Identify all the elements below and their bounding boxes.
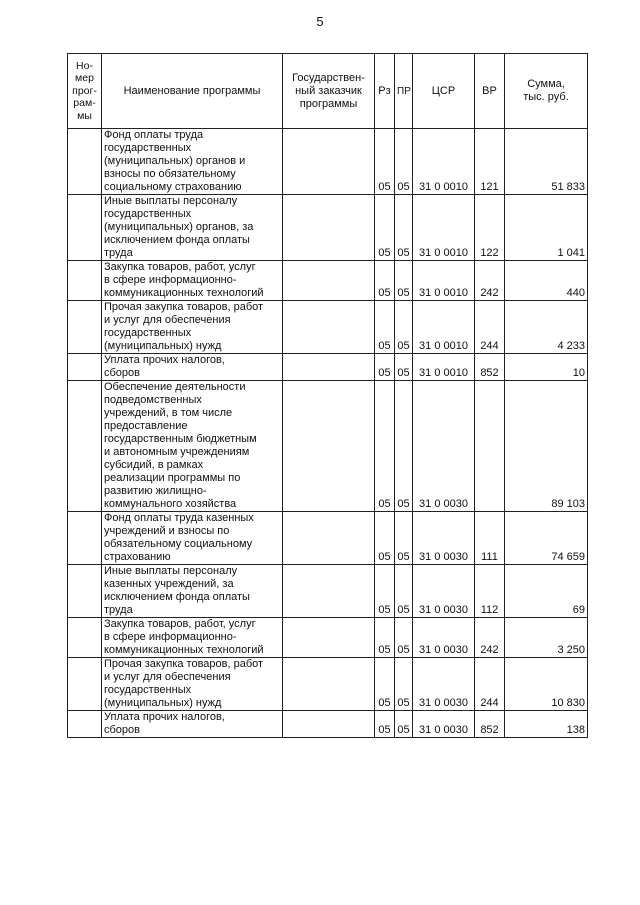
cell-program-number (68, 565, 102, 618)
cell-vr: 121 (475, 129, 505, 195)
cell-pr: 05 (395, 195, 413, 261)
cell-csr: 31 0 0010 (413, 261, 475, 301)
cell-customer (283, 658, 375, 711)
cell-customer (283, 381, 375, 512)
table-row (68, 565, 588, 618)
cell-rz: 05 (375, 658, 395, 711)
table-row (68, 711, 588, 738)
cell-pr: 05 (395, 381, 413, 512)
cell-rz: 05 (375, 711, 395, 738)
cell-program-name: Фонд оплаты труда государственных (муниципальных) органов и взносы по обязательному социальному страхованию (102, 129, 283, 195)
cell-csr: 31 0 0030 (413, 381, 475, 512)
table-row (68, 261, 588, 301)
cell-sum: 69 (505, 565, 588, 618)
cell-rz: 05 (375, 261, 395, 301)
header-program-name: Наименование программы (102, 54, 283, 129)
cell-customer (283, 618, 375, 658)
cell-program-number (68, 512, 102, 565)
cell-customer (283, 261, 375, 301)
cell-vr: 111 (475, 512, 505, 565)
cell-pr: 05 (395, 354, 413, 381)
cell-sum: 1 041 (505, 195, 588, 261)
cell-csr: 31 0 0010 (413, 195, 475, 261)
header-vr: ВР (475, 54, 505, 129)
table-row (68, 658, 588, 711)
cell-csr: 31 0 0010 (413, 301, 475, 354)
header-sum: Сумма, тыс. руб. (505, 54, 588, 129)
cell-customer (283, 195, 375, 261)
cell-csr: 31 0 0030 (413, 618, 475, 658)
cell-program-name: Прочая закупка товаров, работ и услуг для обеспечения государственных (муниципальных) нужд (102, 658, 283, 711)
cell-customer (283, 512, 375, 565)
cell-csr: 31 0 0010 (413, 129, 475, 195)
cell-rz: 05 (375, 565, 395, 618)
header-csr: ЦСР (413, 54, 475, 129)
table-row (68, 354, 588, 381)
cell-vr: 852 (475, 354, 505, 381)
cell-sum: 138 (505, 711, 588, 738)
header-program-number: Но- мер прог- рам- мы (68, 54, 102, 129)
cell-rz: 05 (375, 618, 395, 658)
cell-rz: 05 (375, 512, 395, 565)
cell-program-name: Закупка товаров, работ, услуг в сфере информационно- коммуникационных технологий (102, 618, 283, 658)
cell-rz: 05 (375, 301, 395, 354)
cell-sum: 51 833 (505, 129, 588, 195)
cell-vr: 122 (475, 195, 505, 261)
header-rz: Рз (375, 54, 395, 129)
header-pr: ПР (395, 54, 413, 129)
cell-csr: 31 0 0010 (413, 354, 475, 381)
cell-rz: 05 (375, 354, 395, 381)
cell-program-number (68, 381, 102, 512)
cell-pr: 05 (395, 301, 413, 354)
cell-program-name: Обеспечение деятельности подведомственных учреждений, в том числе предоставление государственным бюджетным и автономным учреждениям субсидий, в рамках реализации программы по развитию жилищно- коммунального хозяйства (102, 381, 283, 512)
cell-program-number (68, 301, 102, 354)
cell-rz: 05 (375, 381, 395, 512)
cell-sum: 10 830 (505, 658, 588, 711)
cell-sum: 10 (505, 354, 588, 381)
cell-program-number (68, 195, 102, 261)
header-customer: Государствен- ный заказчик программы (283, 54, 375, 129)
table-row (68, 381, 588, 512)
cell-program-name: Иные выплаты персоналу казенных учреждений, за исключением фонда оплаты труда (102, 565, 283, 618)
cell-sum: 74 659 (505, 512, 588, 565)
cell-program-name: Уплата прочих налогов, сборов (102, 354, 283, 381)
cell-csr: 31 0 0030 (413, 658, 475, 711)
cell-program-name: Закупка товаров, работ, услуг в сфере информационно- коммуникационных технологий (102, 261, 283, 301)
cell-rz: 05 (375, 195, 395, 261)
cell-sum: 440 (505, 261, 588, 301)
cell-pr: 05 (395, 658, 413, 711)
cell-customer (283, 301, 375, 354)
cell-vr: 244 (475, 658, 505, 711)
header-row (68, 54, 588, 129)
cell-program-number (68, 711, 102, 738)
cell-vr: 242 (475, 618, 505, 658)
cell-program-number (68, 129, 102, 195)
cell-vr: 112 (475, 565, 505, 618)
cell-sum: 3 250 (505, 618, 588, 658)
budget-table (67, 53, 588, 738)
cell-customer (283, 354, 375, 381)
cell-pr: 05 (395, 565, 413, 618)
cell-program-number (68, 658, 102, 711)
cell-csr: 31 0 0030 (413, 711, 475, 738)
page-number: 5 (316, 14, 324, 29)
cell-pr: 05 (395, 618, 413, 658)
cell-program-number (68, 261, 102, 301)
table-row (68, 195, 588, 261)
cell-vr: 242 (475, 261, 505, 301)
cell-pr: 05 (395, 261, 413, 301)
cell-program-number (68, 618, 102, 658)
cell-csr: 31 0 0030 (413, 512, 475, 565)
cell-pr: 05 (395, 711, 413, 738)
cell-vr (475, 381, 505, 512)
cell-pr: 05 (395, 512, 413, 565)
cell-program-name: Прочая закупка товаров, работ и услуг для обеспечения государственных (муниципальных) нужд (102, 301, 283, 354)
cell-csr: 31 0 0030 (413, 565, 475, 618)
cell-program-name: Иные выплаты персоналу государственных (муниципальных) органов, за исключением фонда оплаты труда (102, 195, 283, 261)
table-row (68, 618, 588, 658)
cell-program-name: Фонд оплаты труда казенных учреждений и взносы по обязательному социальному страхованию (102, 512, 283, 565)
table-row (68, 301, 588, 354)
table-row (68, 129, 588, 195)
cell-program-number (68, 354, 102, 381)
cell-pr: 05 (395, 129, 413, 195)
cell-customer (283, 711, 375, 738)
cell-sum: 4 233 (505, 301, 588, 354)
cell-program-name: Уплата прочих налогов, сборов (102, 711, 283, 738)
cell-rz: 05 (375, 129, 395, 195)
cell-customer (283, 565, 375, 618)
cell-customer (283, 129, 375, 195)
cell-sum: 89 103 (505, 381, 588, 512)
table-row (68, 512, 588, 565)
cell-vr: 852 (475, 711, 505, 738)
cell-vr: 244 (475, 301, 505, 354)
